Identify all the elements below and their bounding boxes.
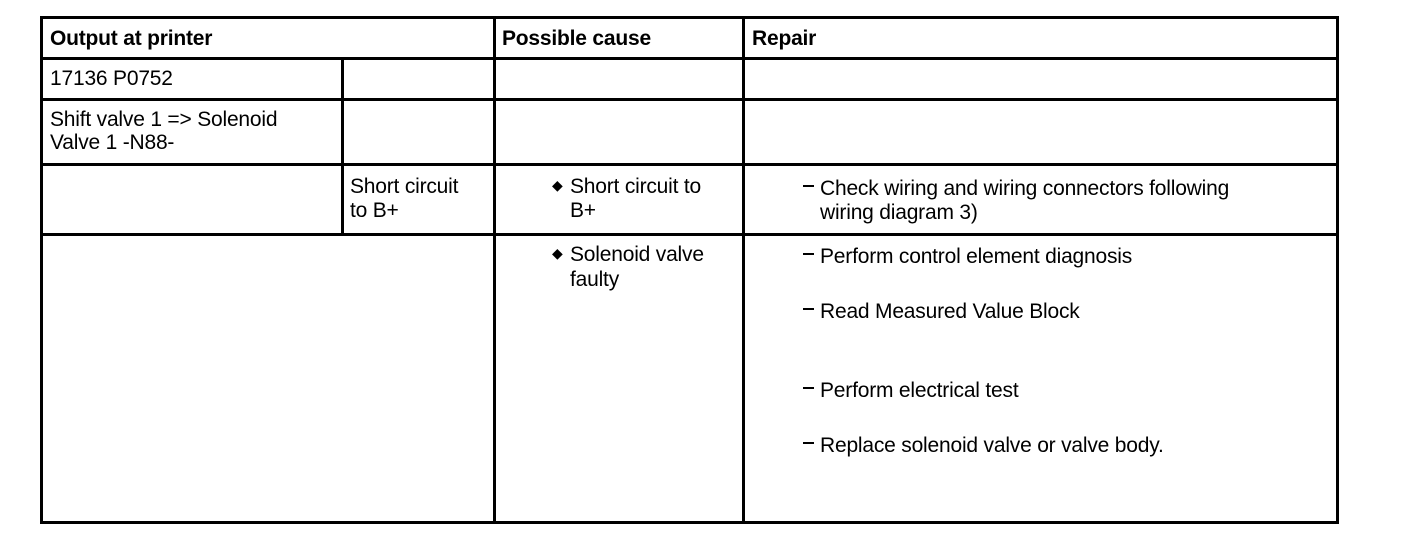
col-divider bbox=[341, 57, 344, 235]
table-border-top bbox=[40, 16, 1339, 19]
repair-item: Perform control element diagnosis bbox=[820, 245, 1133, 268]
cause-faulty-line2: faulty bbox=[570, 268, 619, 291]
fault-table bbox=[40, 16, 1339, 524]
table-border-right bbox=[1336, 16, 1339, 524]
bullet-icon: ◆ bbox=[552, 245, 563, 261]
table-border-bottom bbox=[40, 521, 1339, 524]
repair-short-line1: Check wiring and wiring connectors following bbox=[820, 177, 1230, 200]
row-divider bbox=[40, 57, 1339, 60]
row-divider bbox=[40, 163, 1339, 166]
condition-line1: Short circuit bbox=[350, 175, 459, 198]
condition-line2: to B+ bbox=[350, 199, 399, 222]
header-output: Output at printer bbox=[50, 27, 213, 50]
header-repair: Repair bbox=[752, 27, 817, 50]
fault-description-line2: Valve 1 -N88- bbox=[50, 131, 175, 154]
dash-icon bbox=[803, 253, 814, 255]
bullet-icon: ◆ bbox=[552, 177, 563, 193]
cause-short-line2: B+ bbox=[570, 199, 596, 222]
repair-item: Perform electrical test bbox=[820, 379, 1019, 402]
cause-short-line1: Short circuit to bbox=[570, 175, 702, 198]
fault-code: 17136 P0752 bbox=[50, 67, 173, 90]
dash-icon bbox=[803, 387, 814, 389]
table-border-left bbox=[40, 16, 43, 524]
repair-short-line2: wiring diagram 3) bbox=[820, 201, 978, 224]
repair-item: Read Measured Value Block bbox=[820, 300, 1080, 323]
cause-faulty-line1: Solenoid valve bbox=[570, 243, 704, 266]
repair-item: Replace solenoid valve or valve body. bbox=[820, 434, 1164, 457]
dash-icon bbox=[803, 185, 814, 187]
header-cause: Possible cause bbox=[502, 27, 651, 50]
fault-description-line1: Shift valve 1 => Solenoid bbox=[50, 108, 278, 131]
row-divider bbox=[40, 98, 1339, 101]
dash-icon bbox=[803, 308, 814, 310]
dash-icon bbox=[803, 442, 814, 444]
col-divider bbox=[742, 16, 745, 524]
col-divider bbox=[493, 16, 496, 524]
row-divider bbox=[40, 233, 1339, 236]
